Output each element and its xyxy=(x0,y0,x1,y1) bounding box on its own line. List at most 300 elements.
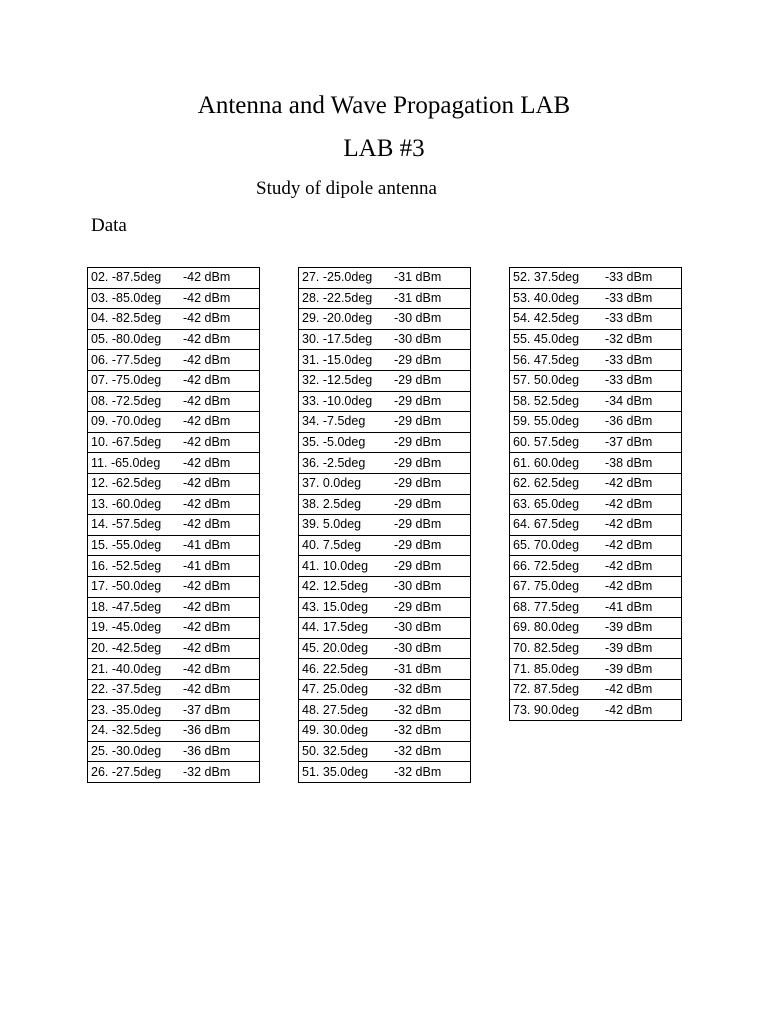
row-number: 37. xyxy=(302,476,320,491)
table-cell xyxy=(299,391,471,412)
row-angle xyxy=(302,330,394,349)
power-value: -36 dBm xyxy=(183,743,231,758)
row-number: 17. xyxy=(91,579,109,594)
row-number: 28. xyxy=(302,290,320,305)
power-value: -42 dBm xyxy=(605,702,653,717)
row-angle xyxy=(302,371,394,390)
row-angle xyxy=(302,268,394,287)
angle-value: -22.5deg xyxy=(322,290,373,305)
power-value: -42 dBm xyxy=(183,352,231,367)
power-value: -30 dBm xyxy=(394,640,442,655)
power-value: -33 dBm xyxy=(605,373,653,388)
row-angle xyxy=(513,598,605,617)
table-cell xyxy=(510,535,682,556)
table-cell xyxy=(299,679,471,700)
table-row xyxy=(88,659,260,680)
table-row xyxy=(510,329,682,350)
power-value: -42 dBm xyxy=(183,496,231,511)
row-number: 07. xyxy=(91,373,109,388)
table-cell xyxy=(88,741,260,762)
power-value: -30 dBm xyxy=(394,332,442,347)
row-number: 66. xyxy=(513,558,531,573)
angle-value: 42.5deg xyxy=(533,311,580,326)
angle-value: 37.5deg xyxy=(533,270,580,285)
table-cell xyxy=(88,453,260,474)
angle-value: -37.5deg xyxy=(111,682,162,697)
row-angle xyxy=(513,371,605,390)
power-value: -42 dBm xyxy=(183,414,231,429)
power-value: -29 dBm xyxy=(394,538,442,553)
angle-value: -30.0deg xyxy=(111,743,162,758)
angle-value: -35.0deg xyxy=(111,702,162,717)
table-cell xyxy=(88,659,260,680)
angle-value: 20.0deg xyxy=(322,640,369,655)
table-cell xyxy=(88,473,260,494)
power-value: -39 dBm xyxy=(605,661,653,676)
data-table-column-3 xyxy=(509,267,682,721)
table-cell xyxy=(299,453,471,474)
table-cell xyxy=(299,329,471,350)
angle-value: -27.5deg xyxy=(111,764,162,779)
row-angle xyxy=(91,742,183,761)
power-value: -32 dBm xyxy=(605,332,653,347)
row-number: 27. xyxy=(302,270,320,285)
table-cell xyxy=(88,721,260,742)
angle-value: -77.5deg xyxy=(111,352,162,367)
power-value: -42 dBm xyxy=(183,393,231,408)
row-number: 54. xyxy=(513,311,531,326)
row-angle xyxy=(513,515,605,534)
table-row xyxy=(88,638,260,659)
table-row xyxy=(88,453,260,474)
table-row xyxy=(510,597,682,618)
power-value: -33 dBm xyxy=(605,352,653,367)
power-value: -39 dBm xyxy=(605,640,653,655)
table-row xyxy=(510,556,682,577)
row-number: 64. xyxy=(513,517,531,532)
power-value: -42 dBm xyxy=(183,290,231,305)
row-number: 71. xyxy=(513,661,531,676)
table-row xyxy=(88,494,260,515)
row-number: 65. xyxy=(513,538,531,553)
power-value: -29 dBm xyxy=(394,496,442,511)
angle-value: 5.0deg xyxy=(322,517,362,532)
table-row xyxy=(88,618,260,639)
table-cell xyxy=(299,721,471,742)
row-angle xyxy=(302,721,394,740)
angle-value: -20.0deg xyxy=(322,311,373,326)
table-cell xyxy=(510,432,682,453)
angle-value: 12.5deg xyxy=(322,579,369,594)
power-value: -42 dBm xyxy=(183,332,231,347)
table-row xyxy=(510,638,682,659)
power-value: -42 dBm xyxy=(183,311,231,326)
table-cell xyxy=(299,268,471,289)
angle-value: -40.0deg xyxy=(111,661,162,676)
power-value: -42 dBm xyxy=(605,538,653,553)
power-value: -42 dBm xyxy=(605,579,653,594)
row-angle xyxy=(302,680,394,699)
row-number: 55. xyxy=(513,332,531,347)
row-angle xyxy=(513,289,605,308)
power-value: -29 dBm xyxy=(394,517,442,532)
power-value: -30 dBm xyxy=(394,620,442,635)
row-number: 25. xyxy=(91,743,109,758)
row-angle xyxy=(513,577,605,596)
table-cell xyxy=(510,309,682,330)
table-row xyxy=(299,679,471,700)
angle-value: 45.0deg xyxy=(533,332,580,347)
power-value: -36 dBm xyxy=(605,414,653,429)
table-row xyxy=(88,576,260,597)
table-row xyxy=(299,618,471,639)
row-number: 39. xyxy=(302,517,320,532)
power-value: -29 dBm xyxy=(394,599,442,614)
table-cell xyxy=(299,370,471,391)
row-angle xyxy=(91,536,183,555)
table-cell xyxy=(88,288,260,309)
row-number: 05. xyxy=(91,332,109,347)
row-number: 14. xyxy=(91,517,109,532)
table-row xyxy=(299,350,471,371)
angle-value: 40.0deg xyxy=(533,290,580,305)
power-value: -31 dBm xyxy=(394,290,442,305)
row-angle xyxy=(91,598,183,617)
angle-value: -17.5deg xyxy=(322,332,373,347)
row-angle xyxy=(302,515,394,534)
table-cell xyxy=(299,597,471,618)
angle-value: 82.5deg xyxy=(533,640,580,655)
row-number: 35. xyxy=(302,435,320,450)
row-angle xyxy=(91,495,183,514)
angle-value: 72.5deg xyxy=(533,558,580,573)
angle-value: 70.0deg xyxy=(533,538,580,553)
row-number: 49. xyxy=(302,723,320,738)
row-number: 62. xyxy=(513,476,531,491)
power-value: -32 dBm xyxy=(394,702,442,717)
angle-value: 80.0deg xyxy=(533,620,580,635)
table-row xyxy=(510,391,682,412)
document-title: Antenna and Wave Propagation LAB xyxy=(197,92,571,119)
table-cell xyxy=(299,618,471,639)
table-row xyxy=(88,535,260,556)
row-number: 42. xyxy=(302,579,320,594)
row-number: 33. xyxy=(302,393,320,408)
row-number: 69. xyxy=(513,620,531,635)
power-value: -29 dBm xyxy=(394,455,442,470)
power-value: -33 dBm xyxy=(605,270,653,285)
table-row xyxy=(299,597,471,618)
row-angle xyxy=(91,351,183,370)
row-angle xyxy=(302,557,394,576)
angle-value: -85.0deg xyxy=(111,290,162,305)
row-angle xyxy=(91,392,183,411)
table-row xyxy=(299,432,471,453)
row-angle xyxy=(302,701,394,720)
table-row xyxy=(510,473,682,494)
row-number: 73. xyxy=(513,702,531,717)
table-row xyxy=(510,494,682,515)
power-value: -31 dBm xyxy=(394,270,442,285)
angle-value: -7.5deg xyxy=(322,414,366,429)
table-row xyxy=(510,659,682,680)
row-number: 19. xyxy=(91,620,109,635)
table-cell xyxy=(88,535,260,556)
row-number: 24. xyxy=(91,723,109,738)
table-cell xyxy=(510,350,682,371)
table-row xyxy=(88,721,260,742)
power-value: -31 dBm xyxy=(394,661,442,676)
table-cell xyxy=(88,370,260,391)
table-row xyxy=(88,412,260,433)
angle-value: 90.0deg xyxy=(533,702,580,717)
row-number: 57. xyxy=(513,373,531,388)
row-angle xyxy=(513,474,605,493)
table-row xyxy=(88,473,260,494)
table-cell xyxy=(88,515,260,536)
angle-value: 0.0deg xyxy=(322,476,362,491)
power-value: -32 dBm xyxy=(394,743,442,758)
document-subtitle: Study of dipole antenna xyxy=(256,178,437,199)
data-table-column-2 xyxy=(298,267,471,783)
table-cell xyxy=(510,556,682,577)
power-value: -37 dBm xyxy=(183,702,231,717)
angle-value: -5.0deg xyxy=(322,435,366,450)
power-value: -42 dBm xyxy=(183,476,231,491)
table-row xyxy=(299,370,471,391)
row-angle xyxy=(91,763,183,782)
row-number: 21. xyxy=(91,661,109,676)
row-number: 46. xyxy=(302,661,320,676)
table-cell xyxy=(299,309,471,330)
power-value: -42 dBm xyxy=(605,558,653,573)
power-value: -32 dBm xyxy=(183,764,231,779)
table-cell xyxy=(299,556,471,577)
row-number: 30. xyxy=(302,332,320,347)
power-value: -42 dBm xyxy=(183,661,231,676)
angle-value: -32.5deg xyxy=(111,723,162,738)
table-cell xyxy=(299,741,471,762)
section-label-data: Data xyxy=(91,215,127,236)
angle-value: 25.0deg xyxy=(322,682,369,697)
angle-value: 2.5deg xyxy=(322,496,362,511)
angle-value: -62.5deg xyxy=(111,476,162,491)
table-cell xyxy=(88,494,260,515)
angle-value: -2.5deg xyxy=(322,455,366,470)
row-angle xyxy=(302,495,394,514)
table-cell xyxy=(88,391,260,412)
row-angle xyxy=(513,701,605,720)
angle-value: -50.0deg xyxy=(111,579,162,594)
angle-value: 27.5deg xyxy=(322,702,369,717)
angle-value: 65.0deg xyxy=(533,496,580,511)
power-value: -42 dBm xyxy=(605,496,653,511)
angle-value: -52.5deg xyxy=(111,558,162,573)
table-cell xyxy=(88,268,260,289)
table-cell xyxy=(299,638,471,659)
row-angle xyxy=(302,639,394,658)
row-number: 11. xyxy=(91,455,108,470)
table-row xyxy=(88,679,260,700)
row-number: 68. xyxy=(513,599,531,614)
power-value: -42 dBm xyxy=(183,435,231,450)
table-cell xyxy=(510,679,682,700)
table-row xyxy=(88,597,260,618)
row-angle xyxy=(302,454,394,473)
table-row xyxy=(510,309,682,330)
table-cell xyxy=(299,473,471,494)
table-cell xyxy=(510,597,682,618)
power-value: -29 dBm xyxy=(394,373,442,388)
table-row xyxy=(510,700,682,721)
table-cell xyxy=(88,329,260,350)
row-number: 44. xyxy=(302,620,320,635)
table-row xyxy=(510,432,682,453)
row-angle xyxy=(91,330,183,349)
table-cell xyxy=(88,576,260,597)
row-angle xyxy=(91,660,183,679)
row-number: 61. xyxy=(513,455,531,470)
power-value: -42 dBm xyxy=(183,640,231,655)
table-row xyxy=(88,762,260,783)
table-row xyxy=(510,288,682,309)
angle-value: 17.5deg xyxy=(322,620,369,635)
table-cell xyxy=(88,618,260,639)
angle-value: -65.0deg xyxy=(110,455,161,470)
power-value: -37 dBm xyxy=(605,435,653,450)
row-number: 31. xyxy=(302,352,320,367)
table-cell xyxy=(510,473,682,494)
power-value: -29 dBm xyxy=(394,476,442,491)
table-row xyxy=(510,412,682,433)
row-number: 02. xyxy=(91,270,109,285)
row-number: 23. xyxy=(91,702,109,717)
row-angle xyxy=(513,454,605,473)
angle-value: 35.0deg xyxy=(322,764,369,779)
row-angle xyxy=(91,577,183,596)
table-cell xyxy=(510,576,682,597)
table-row xyxy=(299,268,471,289)
angle-value: -42.5deg xyxy=(111,640,162,655)
angle-value: -70.0deg xyxy=(111,414,162,429)
angle-value: 57.5deg xyxy=(533,435,580,450)
row-number: 63. xyxy=(513,496,531,511)
table-cell xyxy=(88,432,260,453)
row-number: 15. xyxy=(91,538,109,553)
angle-value: 47.5deg xyxy=(533,352,580,367)
table-row xyxy=(299,700,471,721)
row-number: 47. xyxy=(302,682,320,697)
row-number: 70. xyxy=(513,640,531,655)
row-number: 53. xyxy=(513,290,531,305)
power-value: -42 dBm xyxy=(183,270,231,285)
angle-value: 52.5deg xyxy=(533,393,580,408)
row-number: 03. xyxy=(91,290,109,305)
row-number: 48. xyxy=(302,702,320,717)
table-row xyxy=(299,412,471,433)
row-angle xyxy=(302,577,394,596)
table-row xyxy=(88,391,260,412)
power-value: -33 dBm xyxy=(605,290,653,305)
row-number: 29. xyxy=(302,311,320,326)
row-angle xyxy=(513,495,605,514)
angle-value: 85.0deg xyxy=(533,661,580,676)
table-row xyxy=(88,700,260,721)
table-row xyxy=(510,576,682,597)
row-number: 60. xyxy=(513,435,531,450)
row-angle xyxy=(91,371,183,390)
row-angle xyxy=(513,433,605,452)
table-cell xyxy=(299,576,471,597)
power-value: -42 dBm xyxy=(605,517,653,532)
row-number: 09. xyxy=(91,414,109,429)
row-angle xyxy=(513,309,605,328)
angle-value: -12.5deg xyxy=(322,373,373,388)
table-row xyxy=(299,494,471,515)
table-row xyxy=(88,515,260,536)
angle-value: -45.0deg xyxy=(111,620,162,635)
table-row xyxy=(88,329,260,350)
power-value: -42 dBm xyxy=(605,682,653,697)
table-cell xyxy=(88,638,260,659)
table-row xyxy=(299,309,471,330)
row-angle xyxy=(513,392,605,411)
row-angle xyxy=(91,454,183,473)
row-number: 16. xyxy=(91,558,109,573)
row-number: 59. xyxy=(513,414,531,429)
power-value: -42 dBm xyxy=(183,620,231,635)
angle-value: 50.0deg xyxy=(533,373,580,388)
table-row xyxy=(510,515,682,536)
row-angle xyxy=(91,433,183,452)
row-number: 41. xyxy=(302,558,320,573)
table-cell xyxy=(510,700,682,721)
table-cell xyxy=(299,412,471,433)
angle-value: -55.0deg xyxy=(111,538,162,553)
angle-value: 75.0deg xyxy=(533,579,580,594)
table-row xyxy=(88,268,260,289)
table-row xyxy=(299,576,471,597)
power-value: -29 dBm xyxy=(394,414,442,429)
row-angle xyxy=(91,268,183,287)
table-cell xyxy=(299,659,471,680)
table-cell xyxy=(510,618,682,639)
table-cell xyxy=(299,432,471,453)
angle-value: -15.0deg xyxy=(322,352,373,367)
row-number: 10. xyxy=(91,435,109,450)
table-cell xyxy=(510,370,682,391)
table-cell xyxy=(88,350,260,371)
power-value: -42 dBm xyxy=(183,682,231,697)
table-cell xyxy=(88,597,260,618)
angle-value: -67.5deg xyxy=(111,435,162,450)
table-row xyxy=(510,370,682,391)
angle-value: 60.0deg xyxy=(533,455,580,470)
row-number: 12. xyxy=(91,476,109,491)
table-cell xyxy=(299,535,471,556)
row-angle xyxy=(91,412,183,431)
row-number: 36. xyxy=(302,455,320,470)
row-angle xyxy=(513,680,605,699)
table-row xyxy=(510,679,682,700)
power-value: -29 dBm xyxy=(394,435,442,450)
table-cell xyxy=(299,494,471,515)
row-angle xyxy=(91,721,183,740)
table-row xyxy=(88,350,260,371)
row-angle xyxy=(302,289,394,308)
row-angle xyxy=(91,289,183,308)
row-angle xyxy=(302,742,394,761)
